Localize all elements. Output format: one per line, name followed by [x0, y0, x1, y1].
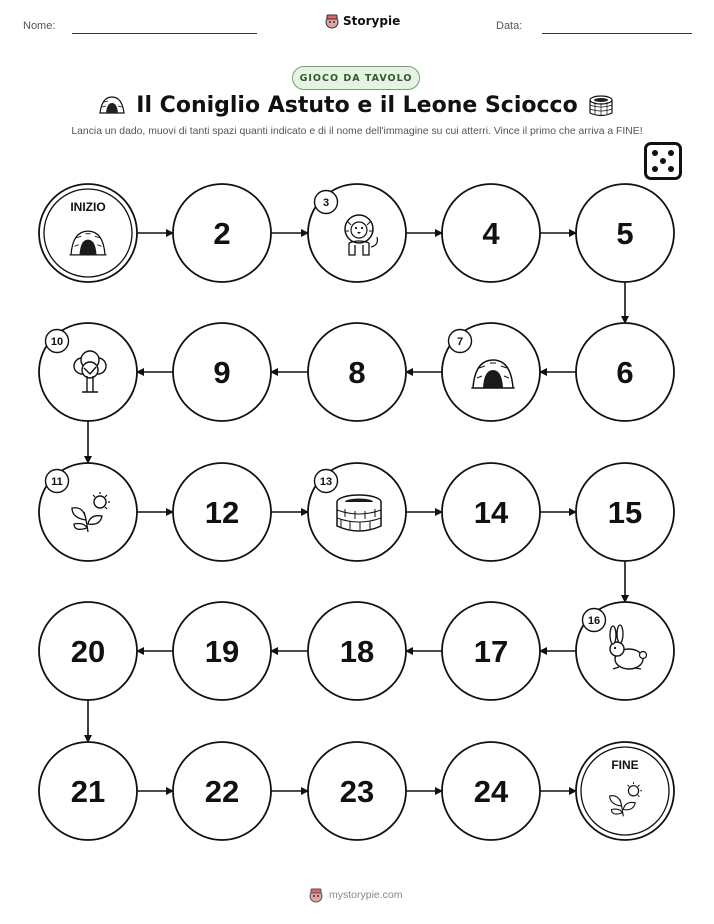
board-space[interactable] — [173, 602, 271, 700]
space-number: 11 — [51, 476, 63, 488]
board-space[interactable] — [442, 463, 540, 561]
space-number: 18 — [339, 634, 375, 669]
space-number: 15 — [607, 495, 643, 530]
space-number: 2 — [213, 216, 231, 251]
space-number: 3 — [322, 197, 330, 209]
space-number: 10 — [50, 336, 64, 348]
board-space[interactable] — [308, 184, 406, 282]
space-number: 8 — [348, 355, 366, 390]
space-number: 19 — [204, 634, 240, 669]
board-space[interactable] — [308, 463, 406, 561]
space-number: 4 — [482, 216, 500, 251]
space-number: 5 — [616, 216, 634, 251]
space-number: 24 — [473, 774, 509, 809]
board-space[interactable] — [576, 602, 674, 700]
space-label: INIZIO — [70, 200, 106, 214]
board-space[interactable] — [39, 463, 137, 561]
board-space[interactable] — [576, 463, 674, 561]
board-space[interactable] — [308, 323, 406, 421]
page-title: Il Coniglio Astuto e il Leone Sciocco — [136, 93, 578, 118]
board-space[interactable] — [173, 742, 271, 840]
board-space[interactable] — [308, 602, 406, 700]
board-space[interactable] — [173, 463, 271, 561]
space-number: 9 — [213, 355, 231, 390]
space-number: 23 — [339, 774, 375, 809]
finish-space[interactable] — [576, 742, 674, 840]
space-label: FINE — [611, 758, 639, 772]
board-space[interactable] — [39, 602, 137, 700]
category-badge: GIOCO DA TAVOLO — [292, 66, 420, 90]
board-space[interactable] — [576, 184, 674, 282]
space-number: 7 — [456, 336, 464, 348]
board-space[interactable] — [442, 602, 540, 700]
board-space[interactable] — [442, 323, 540, 421]
start-space[interactable] — [39, 184, 137, 282]
board-space[interactable] — [308, 742, 406, 840]
board-space[interactable] — [173, 184, 271, 282]
date-label: Data: — [496, 20, 523, 32]
board-space[interactable] — [173, 323, 271, 421]
storypie-mascot-icon — [308, 887, 324, 903]
board-space[interactable] — [576, 323, 674, 421]
space-number: 21 — [70, 774, 106, 809]
space-number: 12 — [204, 495, 240, 530]
space-number: 13 — [319, 476, 333, 488]
instructions: Lancia un dado, muovi di tanti spazi quanti indicato e di il nome dell'immagine su cui atterri. Vince il primo che arriva a FINE! — [71, 126, 643, 137]
board-space[interactable] — [39, 323, 137, 421]
well-icon — [337, 495, 381, 531]
name-label: Nome: — [23, 20, 56, 32]
space-number: 16 — [587, 615, 601, 627]
brand-name: Storypie — [343, 14, 401, 28]
board-space[interactable] — [442, 184, 540, 282]
space-number: 20 — [70, 634, 106, 669]
space-number: 22 — [204, 774, 240, 809]
space-number: 14 — [473, 495, 509, 530]
space-number: 17 — [473, 634, 509, 669]
space-number: 6 — [616, 355, 634, 390]
board-space[interactable] — [39, 742, 137, 840]
footer — [308, 887, 403, 903]
board-space[interactable] — [442, 742, 540, 840]
footer-url[interactable]: mystorypie.com — [329, 889, 403, 901]
